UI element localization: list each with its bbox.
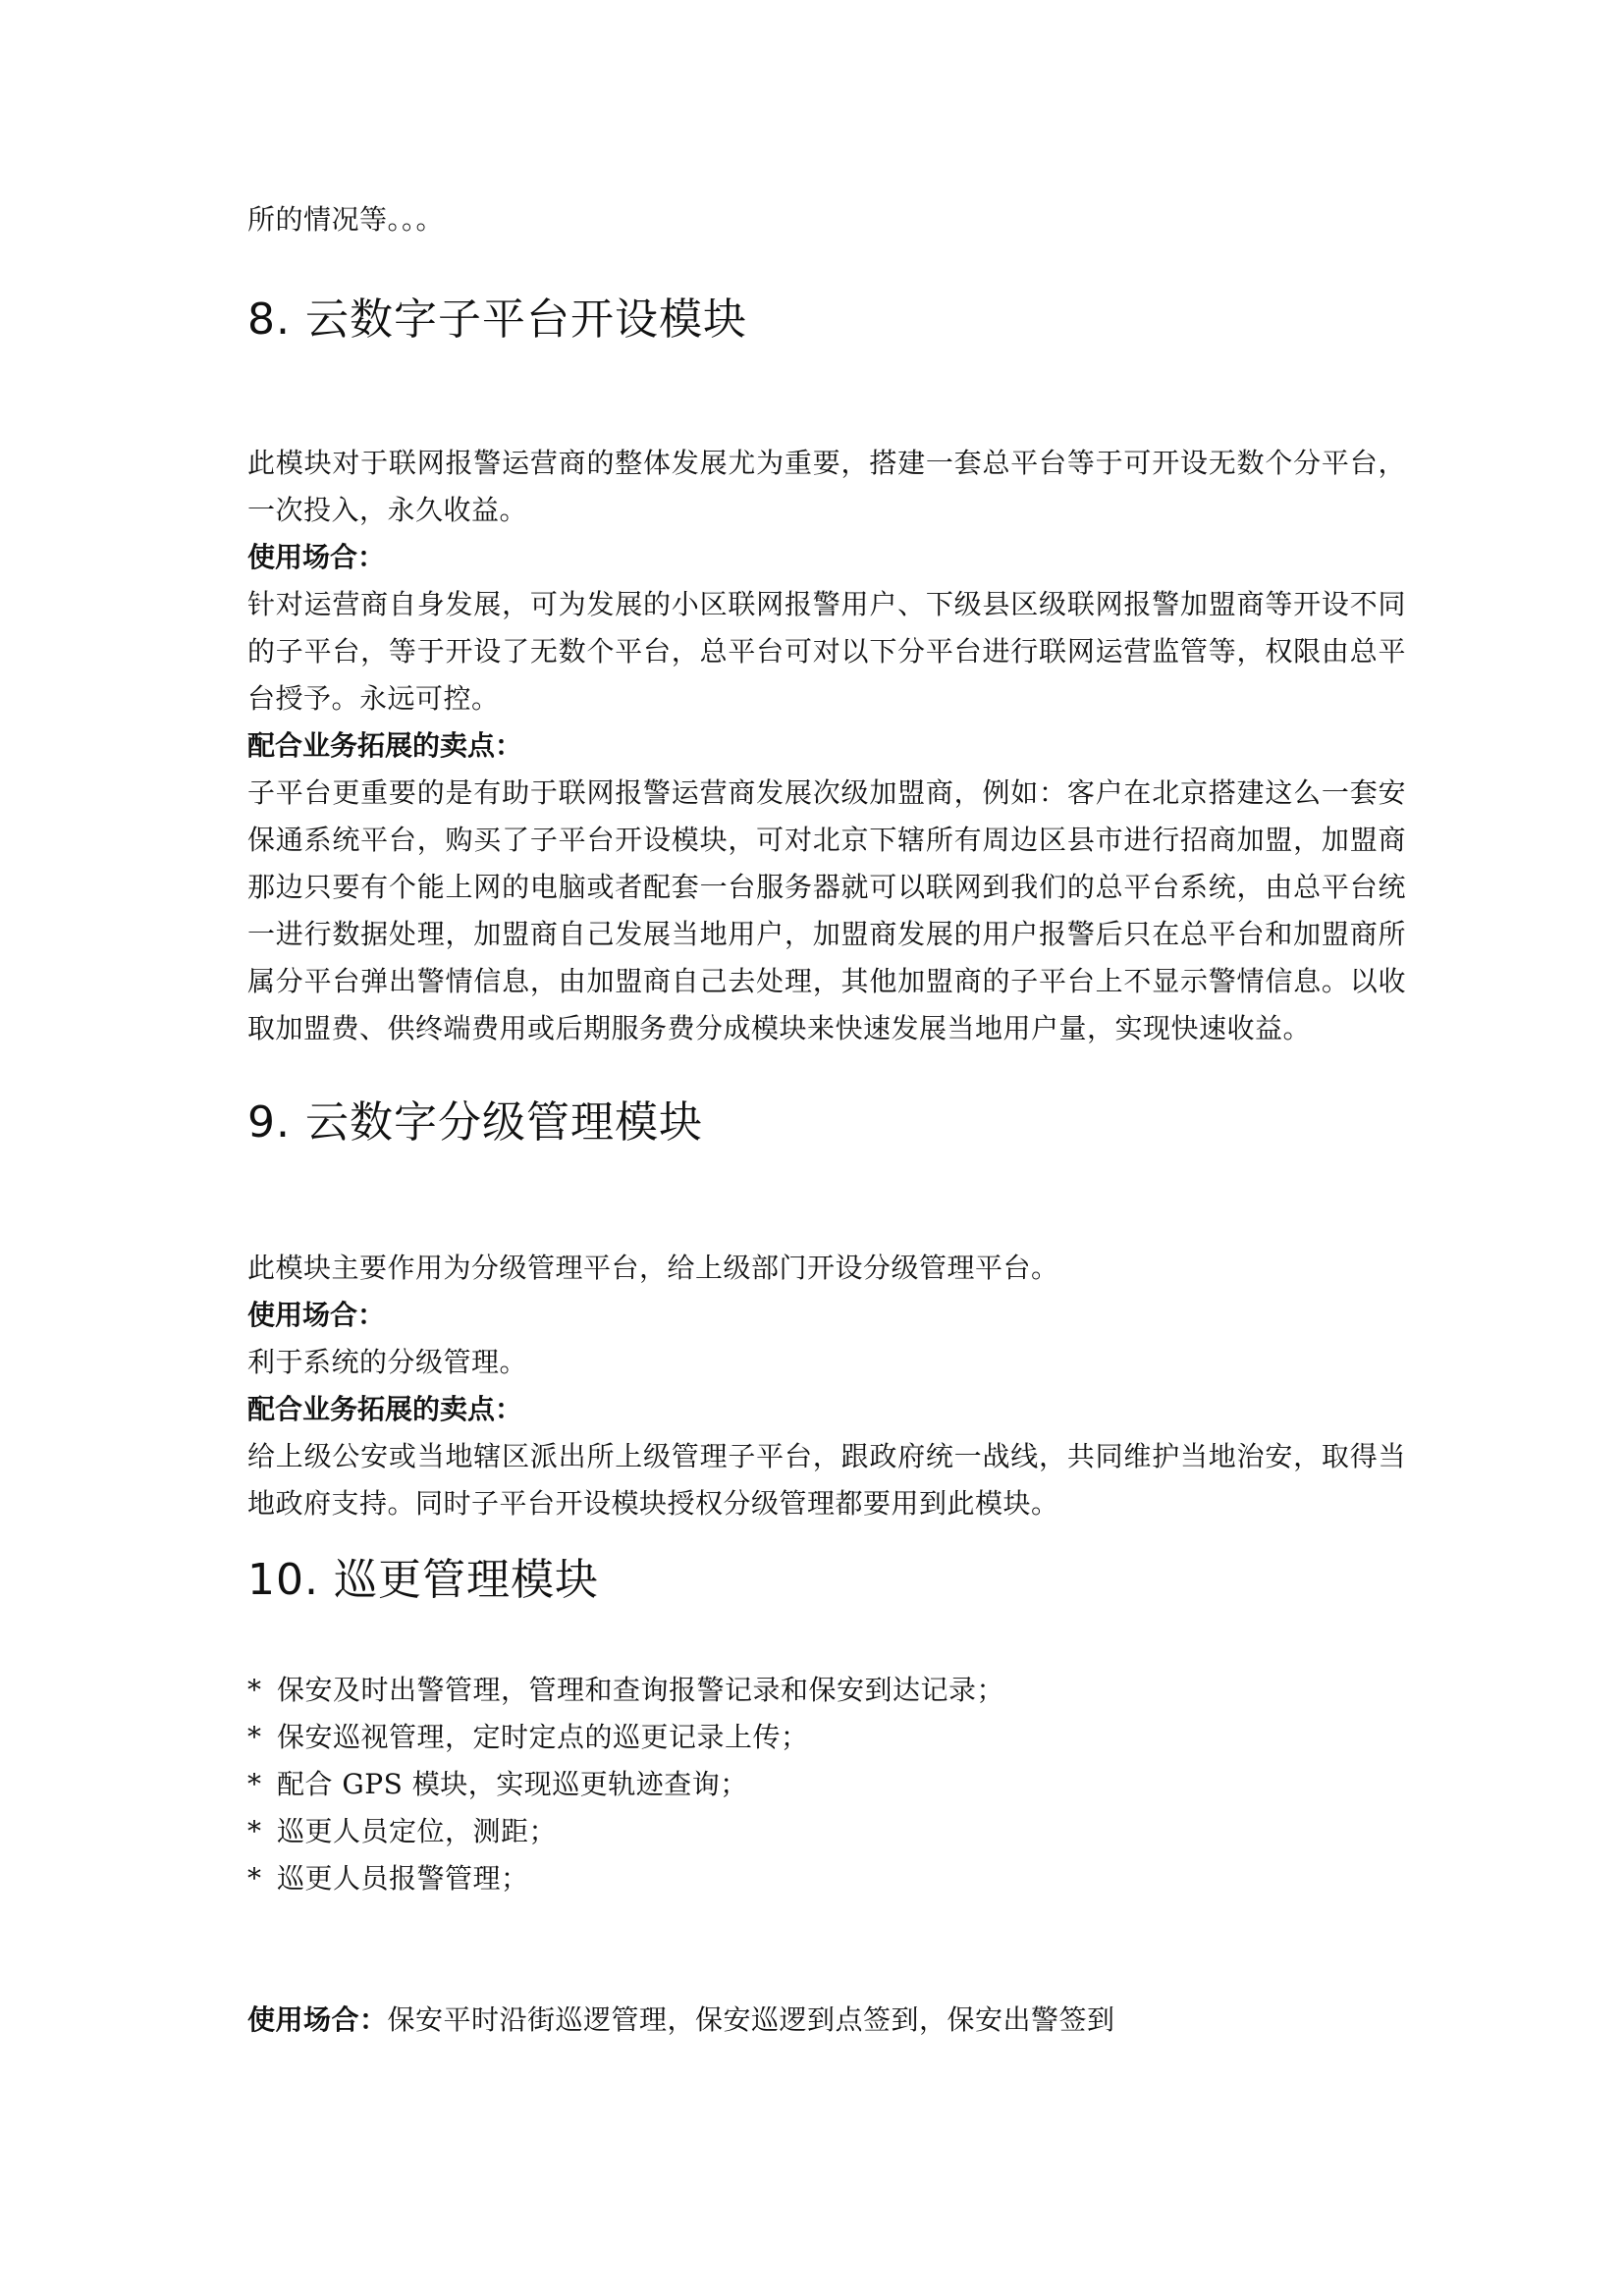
bullet-marker: *: [247, 1721, 262, 1753]
section-8-usage-label: 使用场合：: [247, 541, 386, 573]
section-8-selling-text: 子平台更重要的是有助于联网报警运营商发展次级加盟商，例如：客户在北京搭建这么一套安保通系统平台，购买了子平台开设模块，可对北京下辖所有周边区县市进行招商加盟，加盟商那边只要有个能上网的电脑或者配套一台服务器就可以联网到我们的总平台系统，由总平台统一进行数据处理，加盟商自己发展当地用户，加盟商发展的用户报警后只在总平台和加盟商所属分平台弹出警情信息，由加盟商自己去处理，其他加盟商的子平台上不显示警情信息。以收取加盟费、供终端费用或后期服务费分成模块来快速发展当地用户量，实现快速收益。: [247, 776, 1406, 1044]
bullet-marker: *: [247, 1674, 262, 1706]
section-10-usage: [247, 1997, 1406, 2044]
section-9-selling-label: 配合业务拓展的卖点：: [247, 1393, 523, 1425]
list-item: * 巡更人员报警管理；: [247, 1855, 1406, 1902]
section-10-usage-text: 保安平时沿街巡逻管理，保安巡逻到点签到，保安出警签到: [387, 2003, 1115, 2036]
section-10-bullet-list: [247, 1667, 1406, 1902]
list-item: * 保安及时出警管理，管理和查询报警记录和保安到达记录；: [247, 1667, 1406, 1714]
section-10-usage-label: 使用场合：: [247, 2003, 388, 2036]
section-8-selling-label: 配合业务拓展的卖点：: [247, 729, 523, 762]
bullet-marker: *: [247, 1815, 262, 1847]
section-8-heading: 8. 云数字子平台开设模块: [247, 294, 747, 345]
bullet-marker: *: [247, 1768, 262, 1800]
section-8-usage-text: 针对运营商自身发展，可为发展的小区联网报警用户、下级县区级联网报警加盟商等开设不同的子平台，等于开设了无数个平台，总平台可对以下分平台进行联网运营监管等，权限由总平台授予。永远可控。: [247, 588, 1406, 715]
bullet-marker: *: [247, 1862, 262, 1895]
list-item: * 保安巡视管理，定时定点的巡更记录上传；: [247, 1714, 1406, 1761]
section-9-selling-text: 给上级公安或当地辖区派出所上级管理子平台，跟政府统一战线，共同维护当地治安，取得当地政府支持。同时子平台开设模块授权分级管理都要用到此模块。: [247, 1440, 1406, 1520]
section-9-usage-text: 利于系统的分级管理。: [247, 1346, 528, 1378]
section-10-heading: 10. 巡更管理模块: [247, 1555, 599, 1605]
section-9-heading: 9. 云数字分级管理模块: [247, 1097, 703, 1148]
section-9-usage-label: 使用场合：: [247, 1299, 386, 1331]
continued-paragraph: 所的情况等。。。: [247, 203, 445, 236]
list-item: * 配合 GPS 模块，实现巡更轨迹查询；: [247, 1761, 1406, 1808]
list-item: * 巡更人员定位，测距；: [247, 1808, 1406, 1855]
section-9-intro: 此模块主要作用为分级管理平台，给上级部门开设分级管理平台。: [247, 1252, 1059, 1284]
section-8-intro: 此模块对于联网报警运营商的整体发展尤为重要，搭建一套总平台等于可开设无数个分平台，一次投入，永久收益。: [247, 447, 1406, 526]
